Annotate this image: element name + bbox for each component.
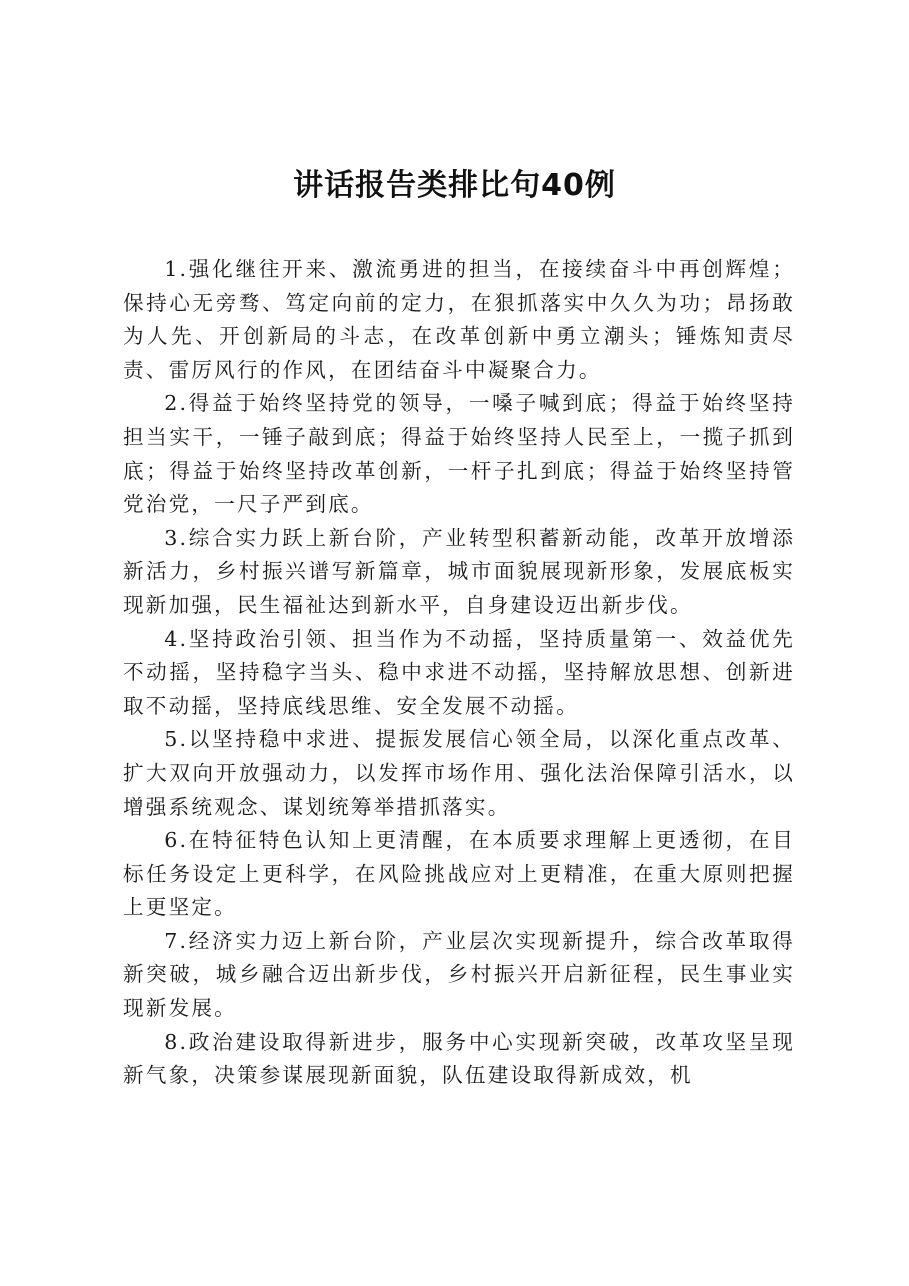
paragraph-5: 5.以坚持稳中求进、提振发展信心领全局，以深化重点改革、扩大双向开放强动力，以发挥市场作用、强化法治保障引活水，以增强系统观念、谋划统筹举措抓落实。 (123, 727, 795, 819)
paragraph-3: 3.综合实力跃上新台阶，产业转型积蓄新动能，改革开放增添新活力，乡村振兴谱写新篇章，城市面貌展现新形象，发展底板实现新加强，民生福祉达到新水平，自身建设迈出新步伐。 (123, 525, 795, 617)
paragraph-1: 1.强化继往开来、激流勇进的担当，在接续奋斗中再创辉煌；保持心无旁骛、笃定向前的定力，在狠抓落实中久久为功；昂扬敢为人先、开创新局的斗志，在改革创新中勇立潮头；锤炼知责尽责、雷厉风行的作风，在团结奋斗中凝聚合力。 (123, 257, 795, 382)
paragraph-7: 7.经济实力迈上新台阶，产业层次实现新提升，综合改革取得新突破，城乡融合迈出新步伐，乡村振兴开启新征程，民生事业实现新发展。 (123, 928, 795, 1021)
document-body (123, 253, 795, 1093)
paragraph-6: 6.在特征特色认知上更清醒，在本质要求理解上更透彻，在目标任务设定上更科学，在风险挑战应对上更精准，在重大原则把握上更坚定。 (123, 828, 795, 920)
paragraph-8: 8.政治建设取得新进步，服务中心实现新突破，改革攻坚呈现新气象，决策参谋展现新面貌，队伍建设取得新成效，机 (123, 1029, 795, 1088)
document-title: 讲话报告类排比句40例 (293, 168, 616, 203)
paragraph-2: 2.得益于始终坚持党的领导，一嗓子喊到底；得益于始终坚持担当实干，一锤子敲到底；得益于始终坚持人民至上，一揽子抓到底；得益于始终坚持改革创新，一杆子扎到底；得益于始终坚持管党治党，一尺子严到底。 (123, 391, 795, 517)
paragraph-4: 4.坚持政治引领、担当作为不动摇，坚持质量第一、效益优先不动摇，坚持稳字当头、稳中求进不动摇，坚持解放思想、创新进取不动摇，坚持底线思维、安全发展不动摇。 (123, 626, 795, 718)
